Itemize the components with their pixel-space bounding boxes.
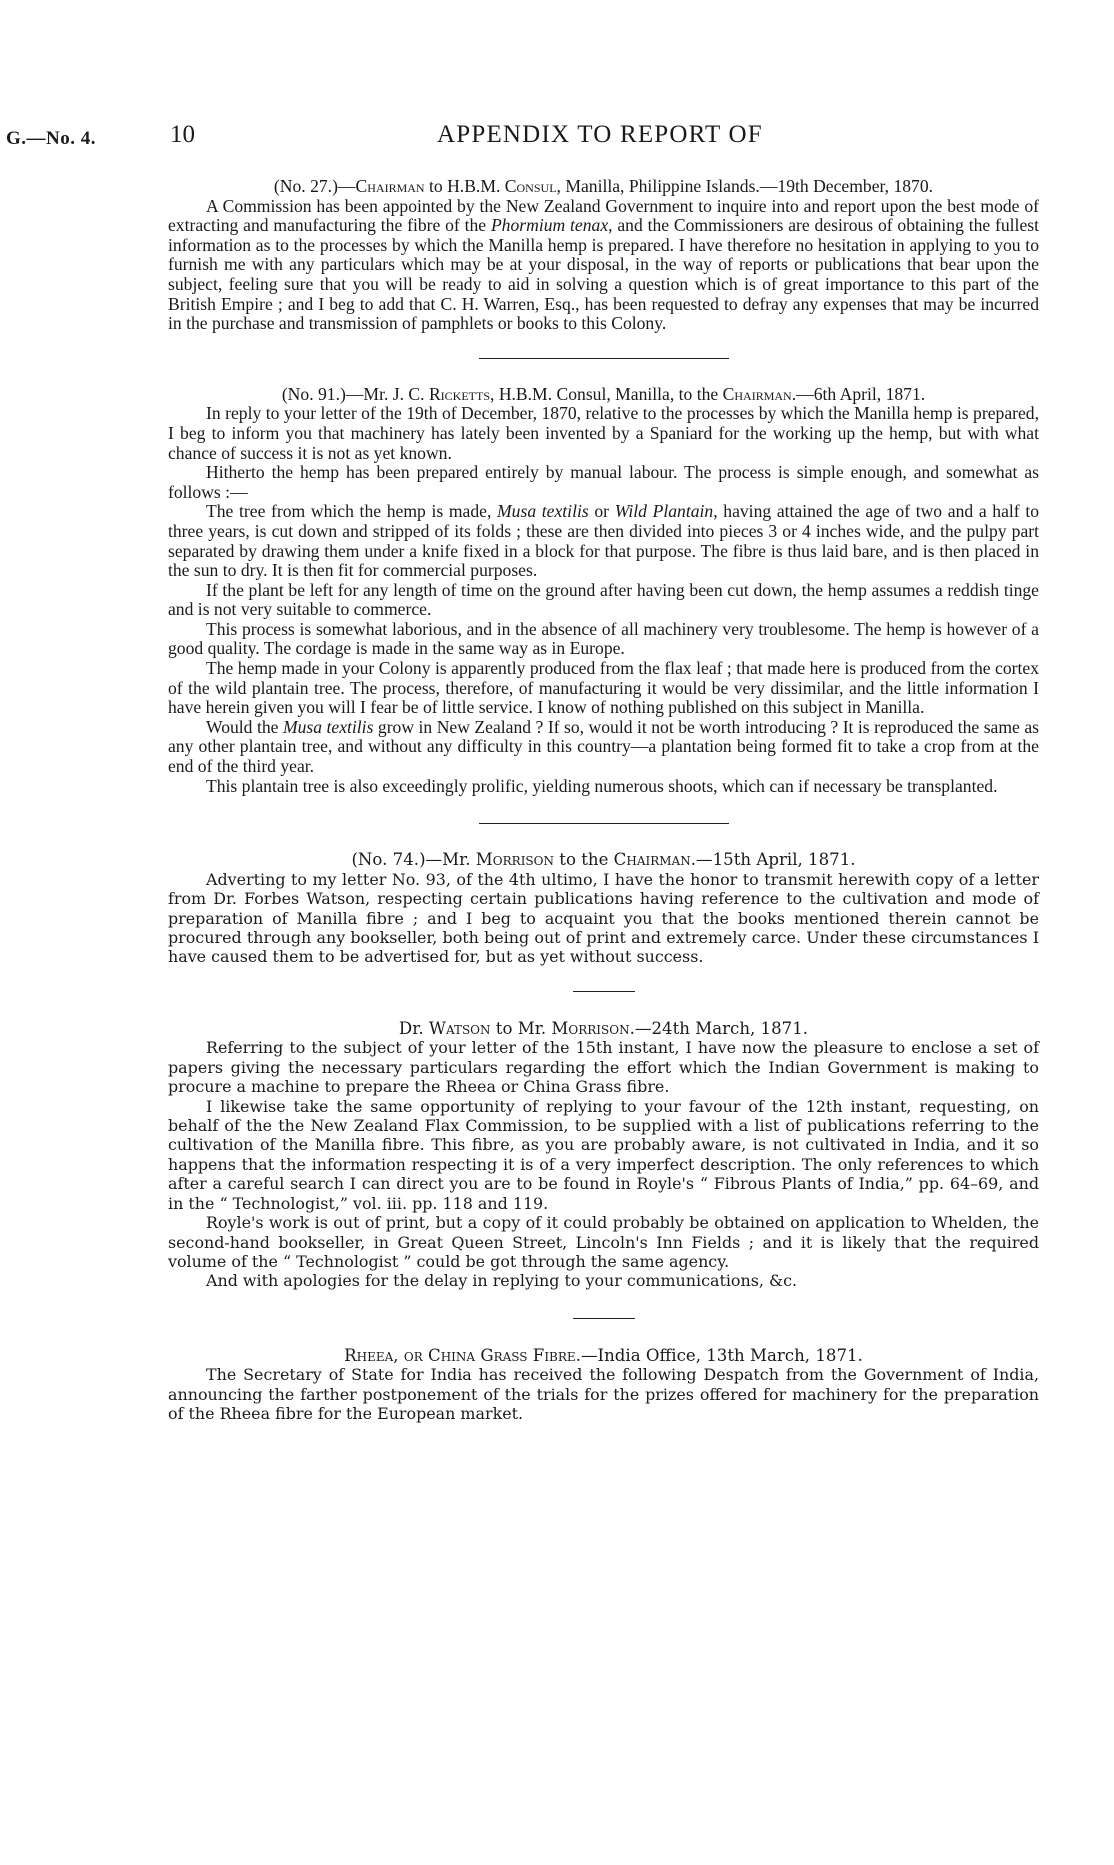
- paragraph: The hemp made in your Colony is apparently produced from the flax leaf ; that made here is produced from the cortex of the wild plantain tree. The process, therefore, of manufacturing it would be very dissimilar, and the little information I have herein given you will I fear be of little service. I know of nothing published on this subject in Manilla.: [168, 658, 1039, 718]
- letter-section: [168, 385, 1039, 796]
- paragraph: This plantain tree is also exceedingly prolific, yielding numerous shoots, which can if necessary be transplanted.: [206, 775, 998, 796]
- letter-heading: (No. 91.)—Mr. J. C. Ricketts, H.B.M. Consul, Manilla, to the Chairman.—6th April, 1871.: [281, 383, 926, 404]
- letter-section: [168, 1019, 1039, 1291]
- italic-term: Musa textilis: [497, 501, 589, 522]
- document-body: [168, 177, 1039, 1424]
- running-title: APPENDIX TO REPORT OF: [437, 121, 763, 148]
- paragraph: A Commission has been appointed by the New Zealand Government to inquire into and report upon the best mode of extracting and manufacturing the fibre of the Phormium tenax, and the Commissioners are desirous of obtaining the fullest information as to the processes by which the Manilla hemp is prepared. I have therefore no hesitation in applying to you to furnish me with any particulars which may be at your disposal, in the way of reports or publications that bear upon the subject, feeling sure that you will be ready to aid in solving a question which is of great importance to this part of the British Empire ; and I beg to add that C. H. Warren, Esq., has been requested to defray any expenses that may be incurred in the purchase and transmission of pamphlets or books to this Colony.: [168, 195, 1039, 334]
- paragraph: Royle's work is out of print, but a copy of it could probably be obtained on application to Whelden, the second-hand bookseller, in Great Queen Street, Lincoln's Inn Fields ; and it is likely that the required volume of the “ Technologist ” could be got through the same agency.: [168, 1213, 1039, 1271]
- paragraph: Adverting to my letter No. 93, of the 4th ultimo, I have the honor to transmit herewith copy of a letter from Dr. Forbes Watson, respecting certain publications having reference to the cultivation and mode of preparation of Manilla fibre ; and I beg to acquaint you that the books mentioned therein cannot be procured through any bookseller, both being out of print and extremely carce. Under these circumstances I have caused them to be advertised for, but as yet without success.: [168, 869, 1039, 967]
- letter-section: [168, 850, 1039, 967]
- letter-heading: Dr. Watson to Mr. Morrison.—24th March, 1871.: [398, 1018, 809, 1038]
- paragraph: I likewise take the same opportunity of replying to your favour of the 12th instant, requesting, on behalf of the the New Zealand Flax Commission, to be supplied with a list of publications referring to the cultivation of the Manilla fibre. This fibre, as you are probably aware, is not cultivated in India, and it so happens that the information respecting it is of a very imperfect description. The only references to which after a careful search I can direct you are to be found in Royle's “ Fibrous Plants of India,” pp. 64–69, and in the “ Technologist,” vol. iii. pp. 118 and 119.: [168, 1096, 1039, 1213]
- paragraph: Referring to the subject of your letter of the 15th instant, I have now the pleasure to enclose a set of papers giving the necessary particulars regarding the effort which the Indian Government is making to procure a machine to prepare the Rheea or China Grass fibre.: [168, 1038, 1039, 1097]
- letter-section: [168, 1346, 1039, 1424]
- italic-term: Phormium tenax: [490, 215, 609, 236]
- section-divider: [479, 823, 729, 824]
- paragraph: This process is somewhat laborious, and in the absence of all machinery very troublesome. The hemp is however of a good quality. The cordage is made in the same way as in Europe.: [168, 618, 1039, 659]
- page-number: 10: [170, 121, 195, 148]
- paragraph: Hitherto the hemp has been prepared entirely by manual labour. The process is simple enough, and somewhat as follows :—: [168, 462, 1039, 502]
- section-divider: [573, 991, 635, 992]
- paragraph: Would the Musa textilis grow in New Zealand ? If so, would it not be worth introducing ? It is reproduced the same as any other plantain tree, and without any difficulty in this country—a plantation being formed fit to take a crop from at the end of the third year.: [168, 716, 1039, 777]
- italic-term: Wild Plantain: [614, 501, 714, 522]
- section-divider: [573, 1318, 635, 1319]
- paragraph: In reply to your letter of the 19th of December, 1870, relative to the processes by which the Manilla hemp is prepared, I beg to inform you that machinery has lately been invented by a Spaniard for the working up the hemp, but with what chance of success it is not as yet known.: [168, 403, 1039, 463]
- letter-heading: Rheea, or China Grass Fibre.—India Office, 13th March, 1871.: [344, 1345, 863, 1365]
- paragraph: The Secretary of State for India has received the following Despatch from the Government of India, announcing the farther postponement of the trials for the prizes offered for machinery for the preparation of the Rheea fibre for the European market.: [168, 1365, 1039, 1424]
- page-header: [0, 121, 1114, 159]
- letter-heading: (No. 74.)—Mr. Morrison to the Chairman.—15th April, 1871.: [351, 850, 856, 870]
- paragraph: The tree from which the hemp is made, Musa textilis or Wild Plantain, having attained the age of two and a half to three years, is cut down and stripped of its folds ; these are then divided into pieces 3 or 4 inches wide, and the pulpy part separated by drawing them under a knife fixed in a block for that purpose. The fibre is thus laid bare, and is then placed in the sun to dry. It is then fit for commercial purposes.: [168, 501, 1040, 581]
- paragraph: And with apologies for the delay in replying to your communications, &c.: [206, 1271, 798, 1291]
- italic-term: Musa textilis: [282, 716, 374, 737]
- letter-section: [168, 177, 1039, 334]
- letter-heading: (No. 27.)—Chairman to H.B.M. Consul, Manilla, Philippine Islands.—19th December, 1870.: [273, 176, 934, 196]
- document-reference: G.—No. 4.: [6, 128, 96, 149]
- section-divider: [479, 358, 729, 359]
- paragraph: If the plant be left for any length of time on the ground after having been cut down, the hemp assumes a reddish tinge and is not very suitable to commerce.: [168, 579, 1039, 620]
